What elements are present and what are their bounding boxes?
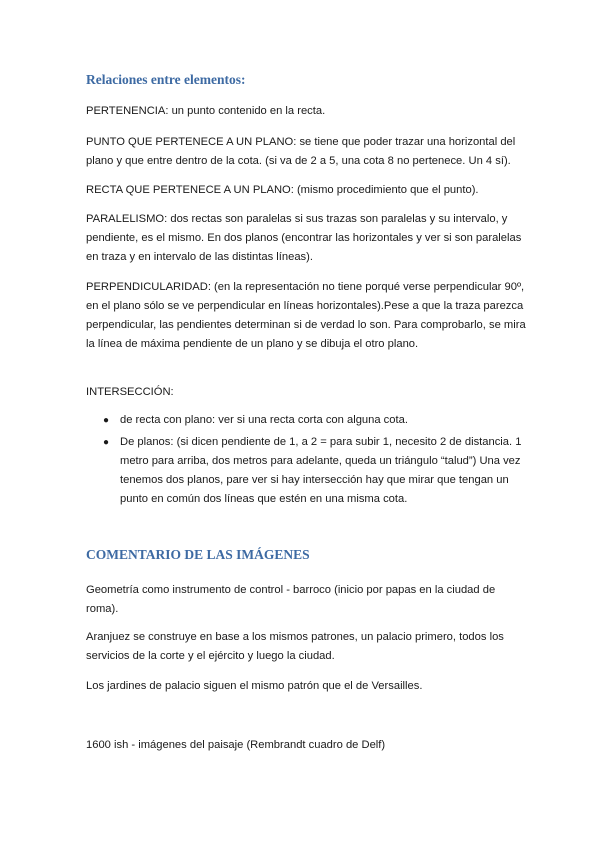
section-heading-relaciones: Relaciones entre elementos: [86, 72, 246, 87]
paragraph-paralelismo: PARALELISMO: dos rectas son paralelas si sus trazas son paralelas y su intervalo, y pendiente, es el mismo. En dos planos (encontrar las horizontales y ver si son paralelas en traza y en intervalo de las distintas líneas). [86, 213, 522, 263]
list-item [86, 411, 526, 430]
section-heading-comentario: COMENTARIO DE LAS IMÁGENES [86, 547, 310, 562]
bullet-icon: ● [103, 437, 110, 448]
paragraph-interseccion: INTERSECCIÓN: [86, 386, 174, 398]
interseccion-list [86, 411, 526, 512]
paragraph-jardines: Los jardines de palacio siguen el mismo patrón que el de Versailles. [86, 680, 423, 692]
paragraph-punto-plano: PUNTO QUE PERTENECE A UN PLANO: se tiene que poder trazar una horizontal del plano y que entre dentro de la cota. (si va de 2 a 5, una cota 8 no pertenece. Un 4 sí). [86, 136, 516, 167]
bullet-icon: ● [103, 415, 110, 426]
paragraph-aranjuez: Aranjuez se construye en base a los mismos patrones, un palacio primero, todos los servicios de la corte y el ejército y luego la ciudad. [86, 631, 504, 662]
paragraph-geometria: Geometría como instrumento de control - barroco (inicio por papas en la ciudad de roma). [86, 584, 496, 615]
paragraph-perpendicularidad: PERPENDICULARIDAD: (en la representación no tiene porqué verse perpendicular 90º, en el plano sólo se ve perpendicular en líneas horizontales).Pese a que la traza parezca perpendicular, las pendientes determinan si de verdad lo son. Para comprobarlo, se mira la línea de máxima pendiente de un plano y se dibuja el otro plano. [86, 281, 526, 350]
list-item-text: De planos: (si dicen pendiente de 1, a 2 = para subir 1, necesito 2 de distancia. 1 metro para arriba, dos metros para adelante, queda un triángulo “talud”) Una vez tenemos dos planos, pare ver si hay intersección hay que mirar que tengan un punto en común dos líneas que estén en una misma cota. [120, 436, 522, 505]
list-item [86, 433, 526, 509]
paragraph-pertenencia: PERTENENCIA: un punto contenido en la recta. [86, 105, 326, 117]
list-item-text: de recta con plano: ver si una recta corta con alguna cota. [120, 414, 408, 426]
paragraph-recta-plano: RECTA QUE PERTENECE A UN PLANO: (mismo procedimiento que el punto). [86, 184, 479, 196]
paragraph-paisaje: 1600 ish - imágenes del paisaje (Rembrandt cuadro de Delf) [86, 739, 386, 751]
